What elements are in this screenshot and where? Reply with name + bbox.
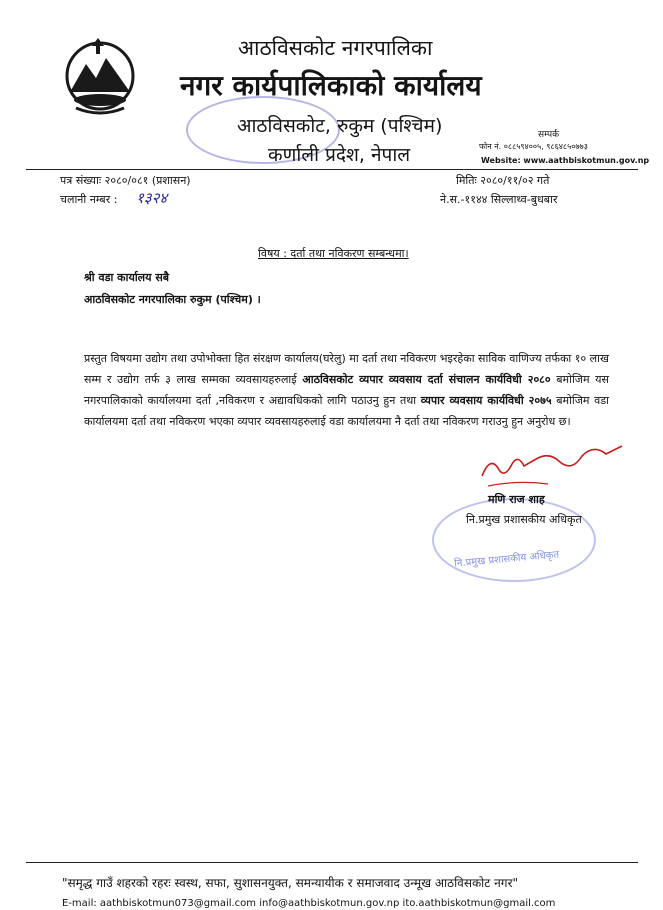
handwritten-signature (478, 436, 628, 496)
body-text-2: बमोजिम यस नगरपालिकाको कार्यालयमा दर्ता ,नविकरण र अद्यावधिकको लागि पठाउनु हुन तथा (84, 373, 609, 407)
dispatch-label: चलानी नम्बर : (60, 193, 118, 206)
footer-divider (26, 862, 638, 863)
body-text-3: बमोजिम वडा कार्यालयमा दर्ता तथा नविकरण भएका व्यपार व्यवसायहरुलाई वडा कार्यालयमा नै दर्ता तथा नविकरण गराउनु हुन अनुरोध छ। (84, 394, 610, 428)
nepal-emblem-icon (62, 34, 138, 118)
body-bold-2: व्यपार व्यवसाय कार्यविधी २०७५ (420, 394, 552, 407)
footer-email: E-mail: aathbiskotmun073@gmail.com info@aathbiskotmun.gov.np ito.aathbiskotmun@gmail.com (62, 898, 556, 909)
body-text-1: प्रस्तुत विषयमा उद्योग तथा उपोभोक्ता हित संरक्षण कार्यालय(घरेलु) मा दर्ता तथा नविकरण भइरहेका साविक वाणिज्य तर्फका १० लाख सम्म र उद्योग तर्फ ३ लाख सम्मका व्यवसायहरुलाई (84, 352, 609, 386)
signatory-title: नि.प्रमुख प्रशासकीय अधिकृत (466, 513, 582, 526)
office-location: आठविसकोट, रुकुम (पश्चिम) (237, 115, 443, 137)
contact-title: सम्पर्क (538, 130, 559, 140)
municipality-name: आठविसकोट नगरपालिका (238, 36, 433, 60)
body-bold-1: आठविसकोट व्यपार व्यवसाय दर्ता संचालन कार्यविधी २०८० (302, 373, 551, 386)
letter-number: पत्र संख्याः २०८०/०८१ (प्रशासन) (60, 174, 191, 187)
letter-body (84, 348, 609, 432)
office-name: नगर कार्यपालिकाको कार्यालय (180, 69, 482, 102)
province-name: कर्णाली प्रदेश, नेपाल (268, 144, 411, 166)
addressee-line-2: आठविसकोट नगरपालिका रुकुम (पश्चिम) । (84, 293, 261, 306)
header-divider (26, 169, 638, 170)
signatory-name: मणि राज शाह (488, 493, 545, 506)
footer-slogan: "समृद्ध गाउँ शहरको रहरः स्वस्थ, सफा, सुशासनयुक्त, समन्यायीक र समाजवाद उन्मूख आठविसकोट नगर" (62, 876, 518, 890)
dispatch-number: १३२४ (136, 189, 168, 207)
contact-website: Website: www.aathbiskotmun.gov.np (481, 156, 650, 165)
stamp-text: नि.प्रमुख प्रशासकीय अधिकृत (453, 549, 560, 570)
addressee-line-1: श्री वडा कार्यालय सबै (84, 271, 170, 284)
nepal-sambat-date: ने.स.-११४४ सिल्लाथ्व-बुधबार (440, 193, 558, 206)
contact-phone: फोन नं. ०८८५९४००५, ९८६४८५०७७३ (479, 142, 588, 151)
letter-date: मितिः २०८०/११/०२ गते (456, 174, 550, 187)
subject-line: विषय : दर्ता तथा नविकरण सम्बन्धमा। (258, 247, 409, 260)
